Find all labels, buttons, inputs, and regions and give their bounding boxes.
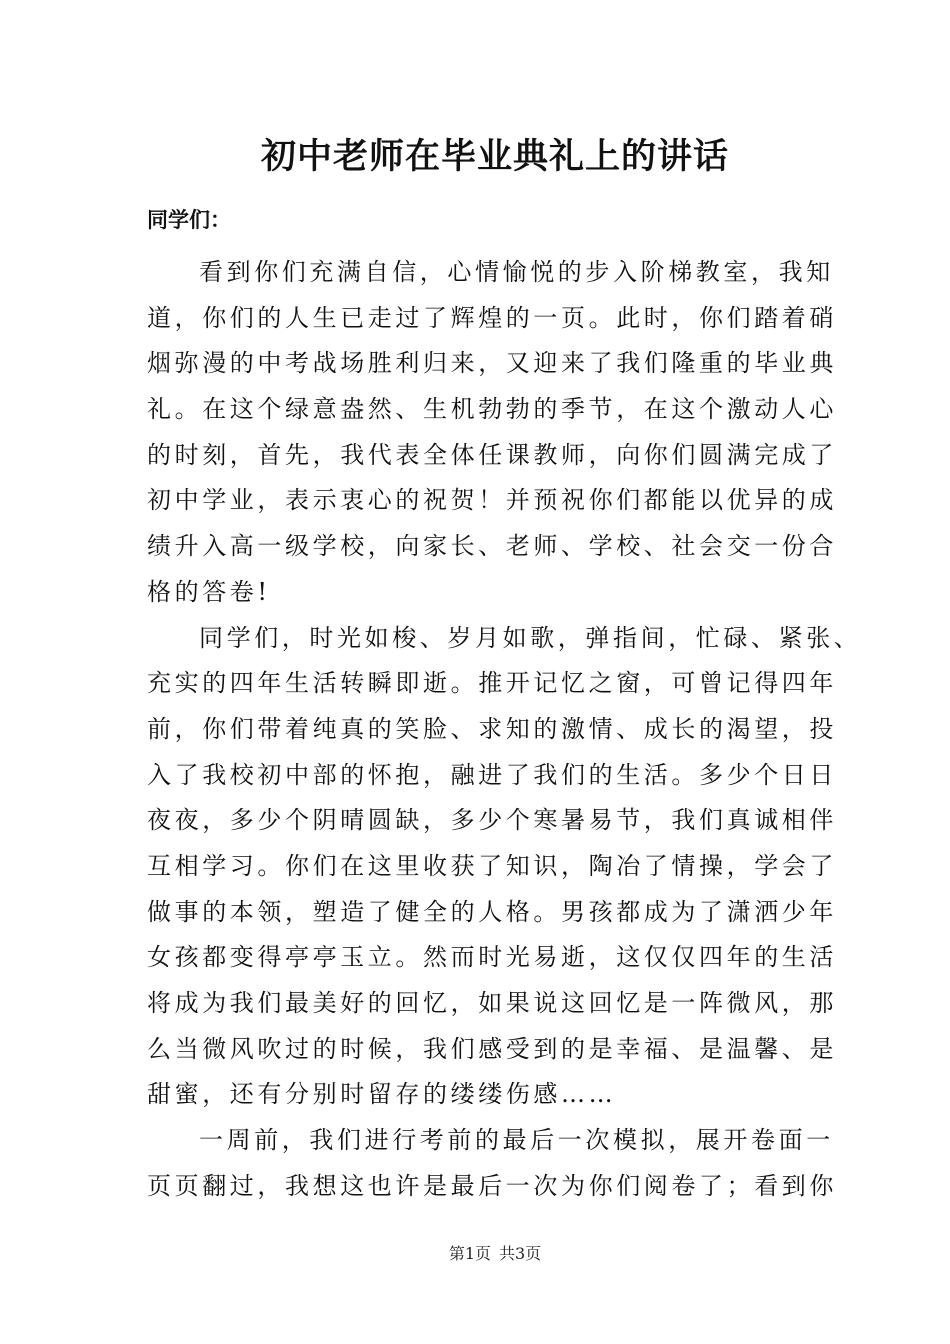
text-line: 甜蜜，还有分别时留存的缕缕伤感…… (147, 1080, 617, 1109)
text-line: 将成为我们最美好的回忆，如果说这回忆是一阵微风，那 (147, 989, 837, 1017)
text-line: 页页翻过，我想这也许是最后一次为你们阅卷了；看到你 (147, 1171, 837, 1200)
text-line: 格的答卷! (147, 577, 271, 606)
text-line: 做事的本领，塑造了健全的人格。男孩都成为了潇洒少年 (147, 897, 837, 926)
page-total: 共3页 (499, 1244, 542, 1263)
text-line: 烟弥漫的中考战场胜利归来，又迎来了我们隆重的毕业典 (147, 349, 837, 378)
text-line: 入了我校初中部的怀抱，融进了我们的生活。多少个日日 (147, 760, 837, 789)
page-footer (0, 1242, 950, 1266)
text-line: 夜夜，多少个阴晴圆缺，多少个寒暑易节，我们真诚相伴 (147, 806, 837, 835)
text-line: 一周前，我们进行考前的最后一次模拟，展开卷面一 (199, 1126, 834, 1155)
text-line: 的时刻，首先，我代表全体任课教师，向你们圆满完成了 (147, 440, 837, 469)
text-line: 看到你们充满自信，心情愉悦的步入阶梯教室，我知 (199, 258, 834, 286)
greeting: 同学们： (147, 207, 231, 232)
text-line: 绩升入高一级学校，向家长、老师、学校、社会交一份合 (147, 532, 837, 561)
text-line: 女孩都变得亭亭玉立。然而时光易逝，这仅仅四年的生活 (147, 943, 837, 972)
text-line: 么当微风吹过的时候，我们感受到的是幸福、是温馨、是 (147, 1034, 837, 1063)
text-line: 初中学业，表示衷心的祝贺！并预祝你们都能以优异的成 (147, 486, 837, 515)
text-line: 互相学习。你们在这里收获了知识，陶冶了情操，学会了 (147, 851, 837, 880)
page-number: 第1页 (448, 1244, 491, 1263)
document-title: 初中老师在毕业典礼上的讲话 (260, 136, 729, 177)
body-text (147, 250, 862, 1209)
text-line: 礼。在这个绿意盎然、生机勃勃的季节，在这个激动人心 (147, 395, 837, 424)
text-line: 前，你们带着纯真的笑脸、求知的激情、成长的渴望，投 (147, 714, 837, 743)
text-line: 道，你们的人生已走过了辉煌的一页。此时，你们踏着硝 (147, 303, 837, 332)
text-line: 充实的四年生活转瞬即逝。推开记忆之窗，可曾记得四年 (147, 669, 837, 698)
text-line: 同学们，时光如梭、岁月如歌，弹指间，忙碌、紧张、 (199, 623, 862, 652)
